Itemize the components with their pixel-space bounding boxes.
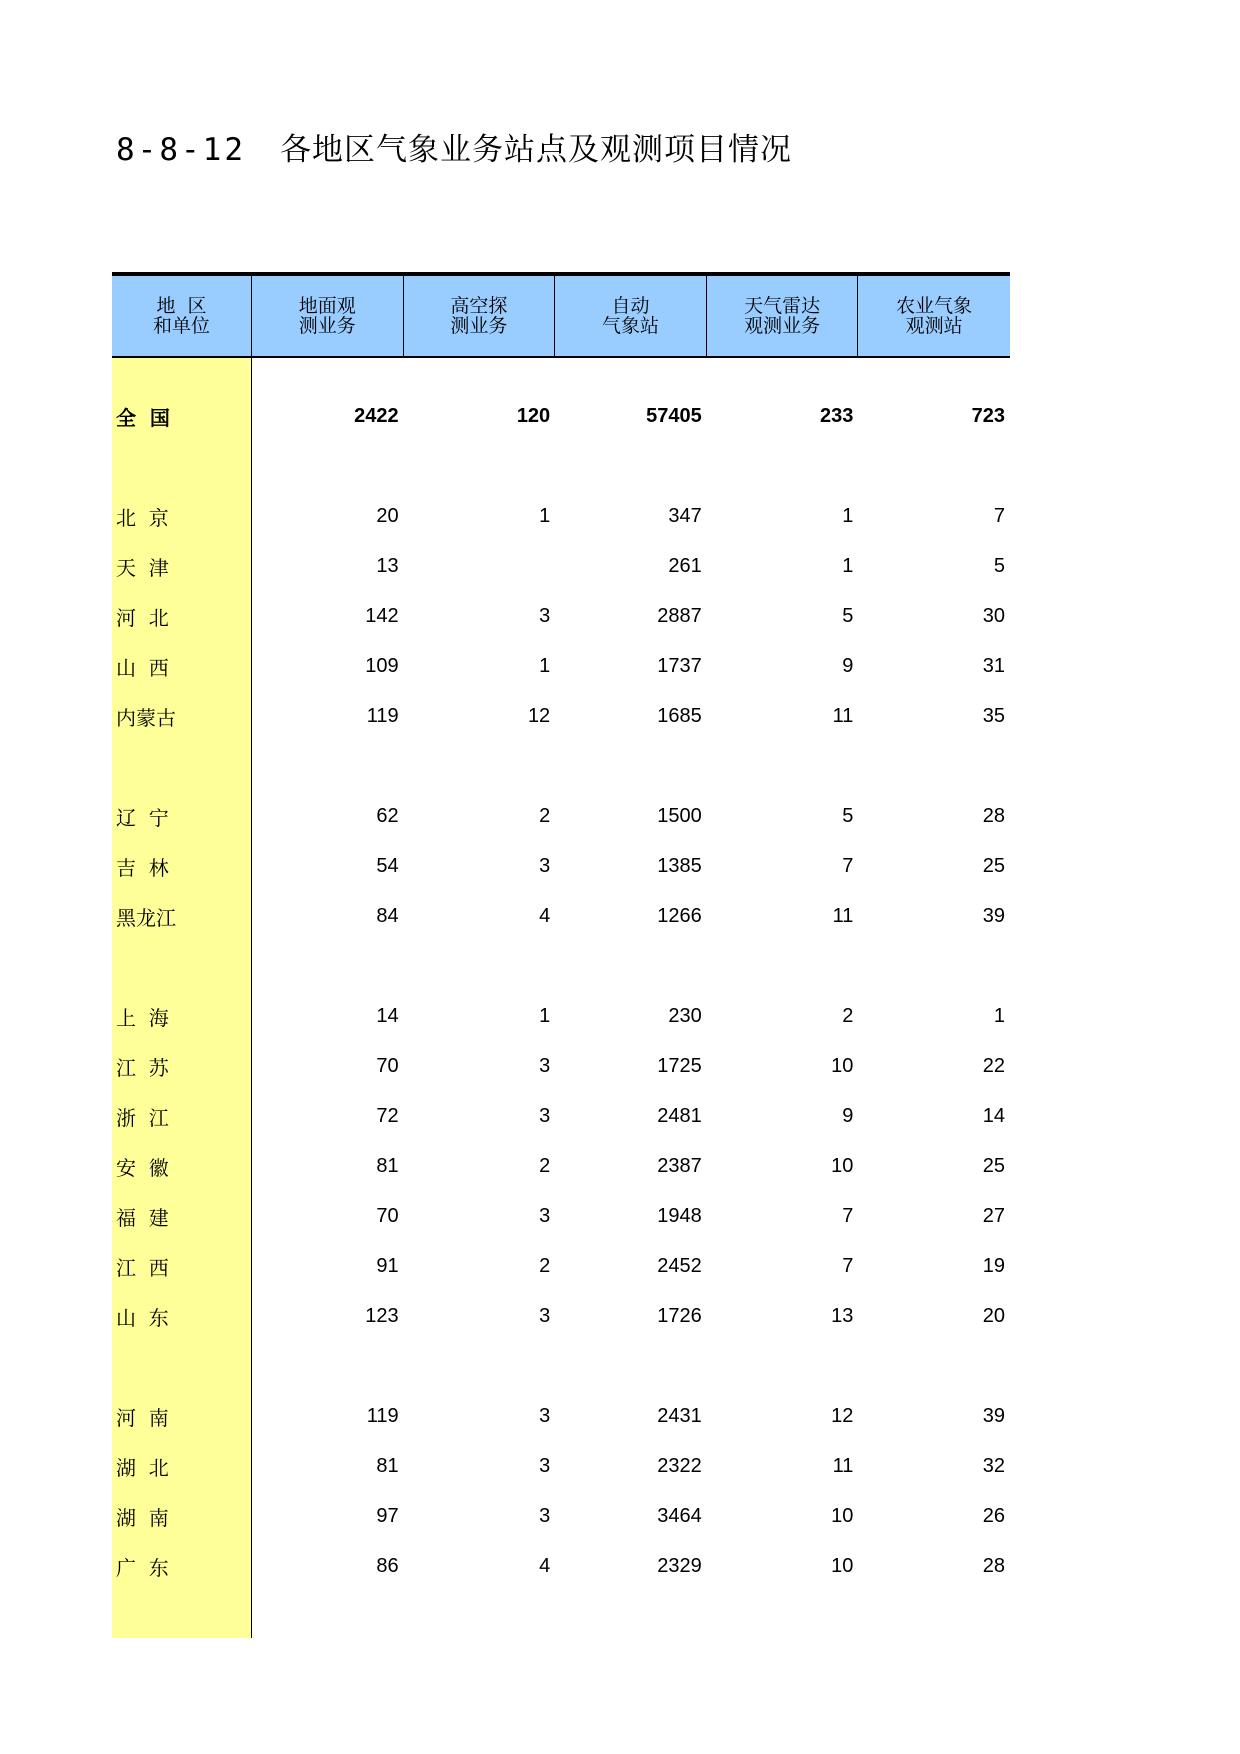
header-agro-meteorological (858, 276, 1010, 356)
value-cell: 119 (366, 704, 399, 727)
table-row (112, 1546, 1010, 1586)
value-cell: 30 (982, 604, 1005, 627)
table-row (112, 1296, 1010, 1336)
region-name: 辽 宁 (116, 805, 169, 830)
value-cell: 70 (376, 1204, 399, 1227)
value-cell: 20 (376, 504, 399, 527)
value-cell: 27 (982, 1204, 1005, 1227)
header-automatic-station (555, 276, 707, 356)
value-cell: 39 (982, 1404, 1005, 1427)
value-cell: 3 (539, 604, 551, 627)
value-cell: 1726 (657, 1304, 702, 1327)
value-cell: 4 (539, 904, 551, 927)
value-cell: 1685 (657, 704, 702, 727)
value-cell: 2 (539, 804, 551, 827)
table-header (112, 276, 1010, 358)
value-cell: 9 (842, 654, 854, 677)
region-name: 内蒙古 (116, 705, 176, 730)
table-row (112, 1096, 1010, 1136)
table-row (112, 646, 1010, 686)
value-cell: 2329 (657, 1554, 702, 1577)
value-cell: 35 (982, 704, 1005, 727)
value-cell: 142 (365, 604, 399, 627)
value-cell: 14 (982, 1104, 1005, 1127)
value-cell: 28 (982, 1554, 1005, 1577)
value-cell: 3 (539, 1404, 551, 1427)
value-cell: 2422 (354, 404, 399, 427)
value-cell: 1500 (657, 804, 702, 827)
table-row (112, 1046, 1010, 1086)
header-weather-radar (707, 276, 859, 356)
value-cell: 7 (842, 1254, 854, 1277)
header-line: 农业气象 (896, 295, 973, 317)
value-cell: 347 (668, 504, 702, 527)
table-row (112, 1446, 1010, 1486)
value-cell: 11 (832, 1454, 854, 1477)
value-cell: 1 (539, 504, 551, 527)
value-cell: 723 (971, 404, 1005, 427)
value-cell: 25 (982, 854, 1005, 877)
page-title (116, 124, 792, 169)
table-number: 8-8-12 (116, 132, 246, 168)
value-cell: 119 (366, 1404, 399, 1427)
table-row (112, 696, 1010, 736)
value-cell: 3 (539, 1204, 551, 1227)
region-name: 山 西 (116, 655, 169, 680)
value-cell: 1 (539, 654, 551, 677)
value-cell: 5 (993, 554, 1005, 577)
value-cell: 5 (842, 804, 854, 827)
table-row (112, 596, 1010, 636)
value-cell: 11 (832, 704, 854, 727)
header-line: 气象站 (601, 315, 659, 337)
value-cell: 32 (982, 1454, 1005, 1477)
value-cell: 1 (842, 554, 854, 577)
header-line: 和单位 (152, 315, 210, 337)
header-line: 地面观 (298, 295, 356, 317)
table-row (112, 796, 1010, 836)
header-line: 测业务 (450, 315, 508, 337)
header-line: 观测业务 (744, 315, 821, 337)
value-cell: 1 (842, 504, 854, 527)
region-name: 天 津 (116, 555, 169, 580)
value-cell: 10 (831, 1054, 854, 1077)
table-row (112, 1496, 1010, 1536)
value-cell: 84 (376, 904, 399, 927)
region-name: 湖 南 (116, 1505, 169, 1530)
header-line: 观测站 (905, 315, 963, 337)
value-cell: 12 (527, 704, 551, 727)
value-cell: 39 (982, 904, 1005, 927)
value-cell: 86 (376, 1554, 399, 1577)
value-cell: 10 (831, 1154, 854, 1177)
region-name: 浙 江 (116, 1105, 169, 1130)
value-cell: 3 (539, 1504, 551, 1527)
region-name: 江 苏 (116, 1055, 169, 1080)
region-name: 福 建 (116, 1205, 169, 1230)
table-body (112, 358, 1010, 1638)
value-cell: 13 (831, 1304, 854, 1327)
region-name: 广 东 (116, 1555, 169, 1580)
value-cell: 70 (376, 1054, 399, 1077)
value-cell: 109 (365, 654, 399, 677)
value-cell: 14 (376, 1004, 399, 1027)
value-cell: 54 (376, 854, 399, 877)
value-cell: 1 (993, 1004, 1005, 1027)
value-cell: 2387 (657, 1154, 702, 1177)
table-row (112, 1196, 1010, 1236)
header-line: 天气雷达 (744, 295, 821, 317)
value-cell: 2 (842, 1004, 854, 1027)
region-name: 安 徽 (116, 1155, 169, 1180)
value-cell: 3464 (657, 1504, 702, 1527)
value-cell: 10 (831, 1504, 854, 1527)
value-cell: 3 (539, 1304, 551, 1327)
value-cell: 26 (982, 1504, 1005, 1527)
value-cell: 2887 (657, 604, 702, 627)
value-cell: 62 (376, 804, 399, 827)
value-cell: 4 (539, 1554, 551, 1577)
value-cell: 230 (668, 1004, 702, 1027)
region-name: 河 南 (116, 1405, 169, 1430)
value-cell: 2 (539, 1154, 551, 1177)
value-cell: 22 (982, 1054, 1005, 1077)
value-cell: 261 (668, 554, 702, 577)
region-name: 全 国 (116, 405, 170, 430)
table-row (112, 846, 1010, 886)
table-row (112, 546, 1010, 586)
value-cell: 12 (831, 1404, 854, 1427)
value-cell: 1737 (657, 654, 702, 677)
header-line: 自动 (611, 295, 650, 317)
value-cell: 7 (993, 504, 1005, 527)
value-cell: 3 (539, 854, 551, 877)
value-cell: 2481 (657, 1104, 702, 1127)
table-row (112, 896, 1010, 936)
value-cell: 2 (539, 1254, 551, 1277)
value-cell: 2431 (657, 1404, 702, 1427)
value-cell: 7 (842, 1204, 854, 1227)
value-cell: 2322 (657, 1454, 702, 1477)
value-cell: 19 (982, 1254, 1005, 1277)
value-cell: 25 (982, 1154, 1005, 1177)
region-name: 吉 林 (116, 855, 169, 880)
table-row (112, 1246, 1010, 1286)
value-cell: 1385 (657, 854, 702, 877)
table-title: 各地区气象业务站点及观测项目情况 (279, 132, 792, 168)
value-cell: 31 (982, 654, 1005, 677)
table-row (112, 996, 1010, 1036)
header-surface-observation (252, 276, 404, 356)
value-cell: 1 (539, 1004, 551, 1027)
value-cell: 9 (842, 1104, 854, 1127)
value-cell: 3 (539, 1104, 551, 1127)
value-cell: 7 (842, 854, 854, 877)
region-name: 山 东 (116, 1305, 169, 1330)
total-row (112, 396, 1010, 436)
value-cell: 1948 (657, 1204, 702, 1227)
region-name: 北 京 (116, 505, 169, 530)
table-row (112, 496, 1010, 536)
value-cell: 5 (842, 604, 854, 627)
value-cell: 123 (365, 1304, 399, 1327)
value-cell: 81 (376, 1454, 399, 1477)
header-upper-air-sounding (404, 276, 556, 356)
header-line: 地 区 (156, 295, 207, 317)
value-cell: 20 (982, 1304, 1005, 1327)
table-row (112, 1396, 1010, 1436)
value-cell: 2452 (657, 1254, 702, 1277)
header-line: 测业务 (298, 315, 356, 337)
value-cell: 3 (539, 1054, 551, 1077)
value-cell: 97 (376, 1504, 399, 1527)
region-name: 上 海 (116, 1005, 169, 1030)
value-cell: 91 (376, 1254, 399, 1277)
region-name: 湖 北 (116, 1455, 169, 1480)
header-line: 高空探 (450, 295, 508, 317)
value-cell: 11 (832, 904, 854, 927)
value-cell: 233 (820, 404, 854, 427)
value-cell: 57405 (646, 404, 702, 427)
region-name: 黑龙江 (116, 905, 176, 930)
region-name: 河 北 (116, 605, 169, 630)
value-cell: 81 (376, 1154, 399, 1177)
value-cell: 120 (516, 404, 551, 427)
region-name: 江 西 (116, 1255, 169, 1280)
value-cell: 1725 (657, 1054, 702, 1077)
value-cell: 72 (376, 1104, 399, 1127)
data-table (112, 272, 1010, 1638)
header-region (112, 276, 252, 356)
value-cell: 3 (539, 1454, 551, 1477)
value-cell: 13 (376, 554, 399, 577)
value-cell: 28 (982, 804, 1005, 827)
value-cell: 1266 (657, 904, 702, 927)
table-row (112, 1146, 1010, 1186)
value-cell: 10 (831, 1554, 854, 1577)
